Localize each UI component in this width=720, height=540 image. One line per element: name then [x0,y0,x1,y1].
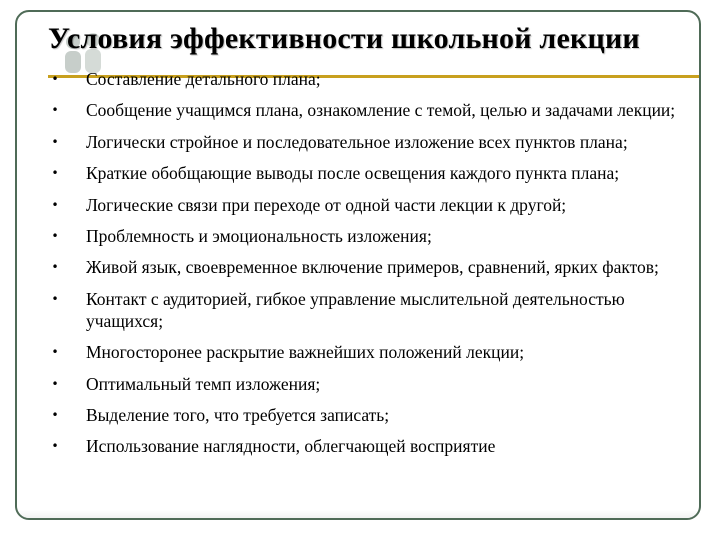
bullet-dot-icon: • [51,197,59,212]
bullet-text: Логически стройное и последовательное изложение всех пунктов плана; [86,131,628,152]
bullet-dot-icon: • [51,407,59,422]
bottom-fade [17,510,699,518]
slide-title: Условия эффективности школьной лекции [48,22,640,55]
bullet-item [45,194,701,216]
bullet-item [45,341,701,363]
bullet-item [45,99,701,121]
bullet-text: Живой язык, своевременное включение примеров, сравнений, ярких фактов; [86,257,659,278]
bullet-text: Логические связи при переходе от одной части лекции к другой; [86,194,567,215]
bullet-item [45,373,701,395]
bullet-text: Сообщение учащимся плана, ознакомление с темой, целью и задачами лекции; [86,100,676,121]
bullet-dot-icon: • [51,345,59,360]
bullet-text: Краткие обобщающие выводы после освещения каждого пункта плана; [86,163,620,184]
bullet-dot-icon: • [51,376,59,391]
bullet-text: Составление детального плана; [86,69,321,89]
bullet-text: Оптимальный темп изложения; [86,373,321,394]
bullet-text: Использование наглядности, облегчающей восприятие [86,436,496,457]
bullet-text: Выделение того, что требуется записать; [86,404,390,425]
bullet-item [45,225,701,247]
bullet-item [45,404,701,426]
bullet-item [45,288,701,332]
bullet-item [45,68,701,90]
bullet-dot-icon: • [51,228,59,243]
bullet-dot-icon: • [51,72,59,86]
bullet-item [45,435,701,457]
bullet-text: Проблемность и эмоциональность изложения; [86,225,432,246]
bullet-dot-icon: • [51,439,59,454]
bullet-dot-icon: • [51,260,59,275]
bullet-text: Контакт с аудиторией, гибкое управление мыслительной деятельностью учащихся; [86,288,625,331]
bullet-item [45,162,701,184]
bullet-dot-icon: • [51,166,59,181]
bullet-item [45,256,701,278]
slide-frame [15,10,701,520]
bullet-list [45,68,701,467]
bullet-dot-icon: • [51,103,59,118]
bullet-item [45,131,701,153]
bullet-text: Многосторонее раскрытие важнейших положений лекции; [86,342,525,363]
bullet-dot-icon: • [51,134,59,149]
bullet-dot-icon: • [51,291,59,306]
